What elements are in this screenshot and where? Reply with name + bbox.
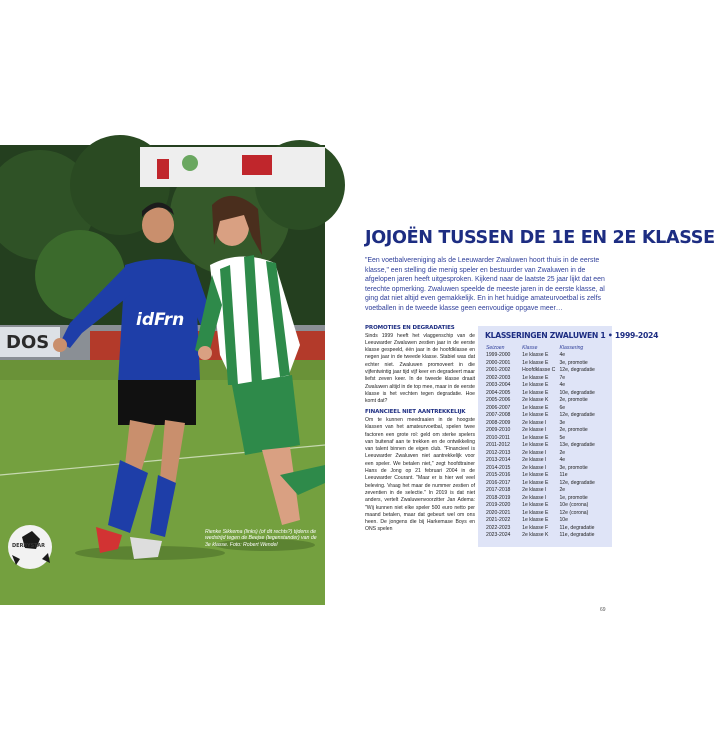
cell-ranking: 11e bbox=[559, 472, 568, 479]
cell-season: 2008-2009 bbox=[486, 419, 511, 426]
cell-class: 1e klasse E bbox=[522, 517, 549, 524]
cell-class: 1e klasse E bbox=[522, 359, 549, 366]
table-row bbox=[486, 352, 604, 360]
cell-season: 2015-2016 bbox=[486, 472, 511, 479]
cell-season: 2012-2013 bbox=[486, 449, 511, 456]
section-heading: FINANCIEEL NIET AANTREKKELIJK bbox=[365, 409, 466, 416]
standings-box bbox=[478, 326, 659, 547]
cell-class: 1e klasse E bbox=[522, 472, 549, 479]
table-row bbox=[486, 509, 604, 517]
table-row bbox=[486, 374, 604, 382]
table-header-row bbox=[486, 344, 604, 352]
table-row bbox=[486, 434, 604, 442]
table-row bbox=[486, 442, 604, 450]
table-row bbox=[486, 472, 604, 480]
svg-text:DERBYSTAR: DERBYSTAR bbox=[12, 543, 45, 549]
table-row bbox=[486, 359, 604, 367]
cell-class: 1e klasse E bbox=[522, 352, 549, 359]
cell-ranking: 4e bbox=[559, 382, 566, 389]
cell-ranking: 7e bbox=[559, 374, 566, 381]
cell-season: 2018-2019 bbox=[486, 494, 511, 501]
cell-season: 2003-2004 bbox=[486, 382, 511, 389]
photo-caption: Rienke Sikkema (links) (of dit rechts?) tijdens de wedstrijd tegen de Beejse (tegenstander) van de 3e klasse. Foto: Robert Wendel bbox=[205, 529, 317, 548]
header-class: Klasse bbox=[522, 344, 538, 351]
cell-season: 2006-2007 bbox=[486, 404, 511, 411]
cell-season: 2002-2003 bbox=[486, 374, 511, 381]
table-row bbox=[486, 457, 604, 465]
cell-ranking: 12e, degradatie bbox=[559, 412, 595, 419]
table-row bbox=[486, 464, 604, 472]
table-row bbox=[486, 427, 604, 435]
table-row bbox=[486, 367, 604, 375]
table-row bbox=[486, 494, 604, 502]
cell-ranking: 12e (corona) bbox=[559, 509, 589, 516]
table-row bbox=[486, 502, 604, 510]
standings-table bbox=[486, 344, 604, 539]
table-row bbox=[486, 412, 604, 420]
cell-class: 1e klasse E bbox=[522, 412, 549, 419]
header-season: Seizoen bbox=[486, 344, 505, 351]
table-row bbox=[486, 419, 604, 427]
cell-ranking: 5e bbox=[559, 434, 566, 441]
cell-class: 1e klasse F bbox=[522, 524, 549, 531]
table-row bbox=[486, 449, 604, 457]
header-ranking: Klassering bbox=[559, 344, 584, 351]
cell-season: 2004-2005 bbox=[486, 389, 511, 396]
cell-ranking: 13e, degradatie bbox=[559, 442, 595, 449]
table-row bbox=[486, 404, 604, 412]
cell-season: 2001-2002 bbox=[486, 367, 511, 374]
cell-ranking: 1e, promotie bbox=[559, 494, 588, 501]
cell-ranking: 10e bbox=[559, 517, 568, 524]
cell-class: 2e klasse K bbox=[522, 397, 549, 404]
page-number: 69 bbox=[600, 607, 606, 613]
cell-class: 2e klasse I bbox=[522, 457, 547, 464]
cell-ranking: 2e bbox=[559, 449, 566, 456]
cell-ranking: 3e, promotie bbox=[559, 359, 588, 366]
cell-ranking: 10e (corona) bbox=[559, 502, 589, 509]
cell-class: 2e klasse I bbox=[522, 419, 547, 426]
table-row bbox=[486, 389, 604, 397]
cell-ranking: 12e, degradatie bbox=[559, 367, 595, 374]
table-row bbox=[486, 479, 604, 487]
article-title: JOJOËN TUSSEN DE 1E EN 2E KLASSE bbox=[365, 228, 715, 248]
cell-class: 2e klasse I bbox=[522, 427, 547, 434]
cell-season: 1999-2000 bbox=[486, 352, 511, 359]
table-row bbox=[486, 397, 604, 405]
cell-season: 2009-2010 bbox=[486, 427, 511, 434]
cell-class: 2e klasse K bbox=[522, 532, 549, 539]
cell-ranking: 2e, promotie bbox=[559, 427, 588, 434]
section-text: Om te kunnen meedraaien in de hoogste klassen van het amateurvoetbal, spelen twee factoren een grote rol: geld om sterke spelers van buitenaf aan te trekken en de ontwikkeling van talent binnen de eigen club. "Financieel is Leeuwarder Zwaluwen niet aantrekkelijk voor een speler. We betalen niet," zegt hoofdtrainer Hans de Jong op 21 februari 2004 in de Leeuwarder Courant. "Maar er is hier wel veel beleving. Vraag het maar de nummer zestien of zeventien in de selectie." In 2019 is dat niet anders, vertelt Zwaluwenvoorzitter Jan Adema: "Wij kunnen niet elke speler 500 euro netto per maand betalen, maar dat gebeurt wel om ons heen. De jongens die bij Harkemase Boys en ONS spelen bbox=[365, 416, 475, 533]
cell-ranking: 12e, degradatie bbox=[559, 479, 595, 486]
cell-ranking: 11e, degradatie bbox=[559, 524, 595, 531]
cell-season: 2023-2024 bbox=[486, 532, 511, 539]
cell-season: 2022-2023 bbox=[486, 524, 511, 531]
cell-ranking: 3e bbox=[559, 419, 566, 426]
table-row bbox=[486, 532, 604, 540]
cell-season: 2007-2008 bbox=[486, 412, 511, 419]
cell-season: 2021-2022 bbox=[486, 517, 511, 524]
table-row bbox=[486, 487, 604, 495]
svg-text:idFrn: idFrn bbox=[136, 310, 185, 330]
cell-ranking: 6e bbox=[559, 404, 566, 411]
cell-class: 1e klasse E bbox=[522, 434, 549, 441]
cell-class: 2e klasse I bbox=[522, 494, 547, 501]
article-body bbox=[365, 325, 475, 534]
cell-season: 2014-2015 bbox=[486, 464, 511, 471]
cell-ranking: 2e, promotie bbox=[559, 397, 588, 404]
table-row bbox=[486, 382, 604, 390]
cell-class: Hoofdklasse C bbox=[522, 367, 556, 374]
cell-season: 2013-2014 bbox=[486, 457, 511, 464]
cell-class: 1e klasse E bbox=[522, 382, 549, 389]
cell-class: 2e klasse I bbox=[522, 487, 547, 494]
cell-ranking: 4e bbox=[559, 457, 566, 464]
article-intro: "Een voetbalvereniging als de Leeuwarder Zwaluwen hoort thuis in de eerste klasse," een stelling die menig speler en bestuurder van Zwaluwen in de afgelopen jaren heeft uitgesproken. Kijkend naar de laatste 25 jaar lijkt dat een terechte opmerking. Zwaluwen speelde de meeste jaren in de eerste klasse, al ging dat niet altijd even gemakkelijk. En in het huidige amateurvoetbal is zelfs voetballen in de tweede klasse geen eenvoudige opgave meer… bbox=[365, 257, 605, 312]
cell-class: 2e klasse I bbox=[522, 449, 547, 456]
svg-text:DOS: DOS bbox=[6, 332, 50, 353]
cell-season: 2019-2020 bbox=[486, 502, 511, 509]
cell-ranking: 4e bbox=[559, 352, 566, 359]
cell-season: 2017-2018 bbox=[486, 487, 511, 494]
cell-ranking: 2e bbox=[559, 487, 566, 494]
cell-class: 1e klasse E bbox=[522, 479, 549, 486]
cell-ranking: 10e, degradatie bbox=[559, 389, 595, 396]
cell-season: 2016-2017 bbox=[486, 479, 511, 486]
match-photo bbox=[0, 145, 325, 605]
cell-class: 1e klasse E bbox=[522, 509, 549, 516]
section-text: Sinds 1999 heeft het vlaggenschip van de Leeuwarder Zwaluwen zestien jaar in de eerste klasse gespeeld, één jaar in de hoofdklasse en negen jaar in de tweede klasse. Stabiel was dat echter niet. Zwaluwen promoveert in die vijfentwintig jaar tijd vijf keer en degradeert maar liefst zeven keer. In de tweede klasse draait Zwaluwen altijd in de top mee, maar in de eerste klasse is het vechten tegen degradatie. Hoe komt dat? bbox=[365, 332, 475, 405]
cell-season: 2010-2011 bbox=[486, 434, 510, 441]
cell-class: 2e klasse I bbox=[522, 464, 547, 471]
cell-class: 1e klasse E bbox=[522, 442, 549, 449]
cell-season: 2005-2006 bbox=[486, 397, 511, 404]
cell-class: 1e klasse E bbox=[522, 404, 549, 411]
cell-class: 1e klasse E bbox=[522, 502, 549, 509]
section-heading: PROMOTIES EN DEGRADATIES bbox=[365, 325, 455, 331]
cell-ranking: 3e, promotie bbox=[559, 464, 588, 471]
table-row bbox=[486, 517, 604, 525]
cell-class: 1e klasse E bbox=[522, 389, 549, 396]
cell-class: 1e klasse E bbox=[522, 374, 549, 381]
cell-season: 2020-2021 bbox=[486, 509, 511, 516]
cell-season: 2000-2001 bbox=[486, 359, 511, 366]
cell-season: 2011-2012 bbox=[486, 442, 510, 449]
cell-ranking: 11e, degradatie bbox=[559, 532, 595, 539]
standings-title: KLASSERINGEN ZWALUWEN 1 • 1999-2024 bbox=[485, 331, 659, 340]
table-row bbox=[486, 524, 604, 532]
